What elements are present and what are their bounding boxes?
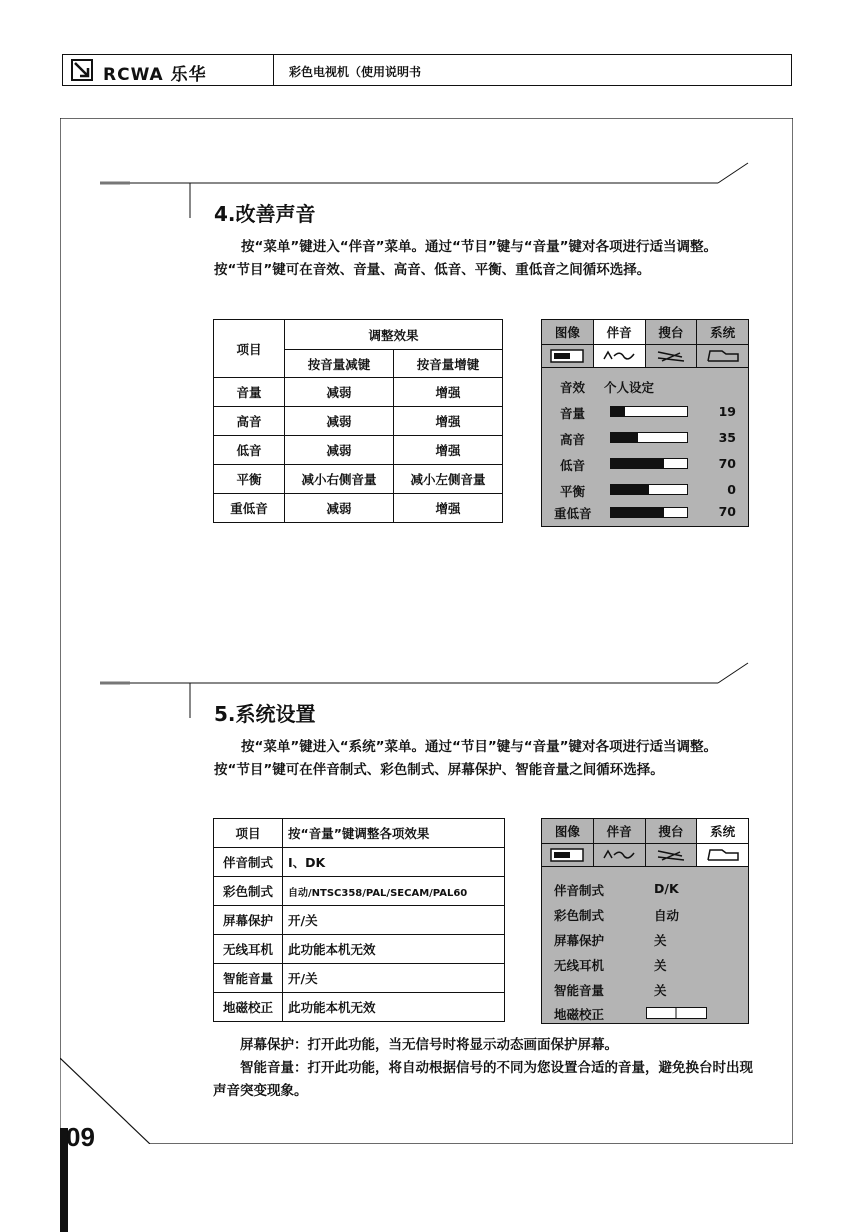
row-item: 地磁校正 [214,993,283,1022]
header-vol-down: 按音量减键 [285,350,394,378]
geomagnetic-slider[interactable] [646,1007,708,1019]
osd-row-value[interactable]: 关 [654,983,667,998]
level-value: 70 [718,504,736,519]
osd-row-value[interactable]: 关 [654,958,667,973]
osd-icons [542,844,748,867]
osd-tabs [542,320,748,345]
row-item: 屏幕保护 [214,906,283,935]
sound-menu-osd [541,319,749,527]
effect-value: 个人设定 [604,380,655,395]
tab-tuning[interactable]: 搜台 [646,320,698,344]
row-dec: 减弱 [285,436,394,465]
brand-name: RCWA 乐华 [103,65,207,85]
table-row [214,906,505,935]
notes [213,1034,753,1103]
table-row [214,378,503,407]
effect-label: 音效 [560,380,586,395]
row-item: 低音 [214,436,285,465]
osd-row-label: 无线耳机 [554,958,605,973]
document-title: 彩色电视机（使用说明书 [289,65,422,79]
osd-row-label: 彩色制式 [554,908,605,923]
section4-divider [100,160,750,220]
row-dec: 减小右侧音量 [285,465,394,494]
tab-sound[interactable]: 伴音 [594,819,646,843]
row-desc: 开/关 [283,906,505,935]
row-item: 智能音量 [214,964,283,993]
header-vol-up: 按音量增键 [394,350,503,378]
tab-tuning[interactable]: 搜台 [646,819,698,843]
note-text: ：打开此功能，将自动根据信号的不同为您设置合适的音量，避免换台时出现声音突变现象。 [213,1060,753,1099]
note-term: 屏幕保护 [240,1037,294,1053]
osd-icons [542,345,748,368]
row-dec: 减弱 [285,407,394,436]
level-bar[interactable] [610,484,688,495]
row-desc: 开/关 [283,964,505,993]
row-desc: 自动/NTSC358/PAL/SECAM/PAL60 [283,877,505,906]
table-row [214,964,505,993]
system-icon[interactable] [697,345,748,367]
note-smart-volume [213,1057,753,1103]
osd-row-label: 高音 [560,432,586,447]
row-item: 音量 [214,378,285,407]
level-bar[interactable] [610,507,688,518]
tab-sound[interactable]: 伴音 [594,320,646,344]
note-text: ：打开此功能，当无信号时将显示动态画面保护屏幕。 [294,1037,618,1053]
osd-tabs [542,819,748,844]
table-row [214,436,503,465]
osd-row-label: 重低音 [554,506,592,521]
table-row [214,848,505,877]
table-row [214,407,503,436]
tuning-icon[interactable] [646,345,698,367]
row-desc: 此功能本机无效 [283,935,505,964]
row-inc: 增强 [394,436,503,465]
row-desc: 此功能本机无效 [283,993,505,1022]
row-item: 伴音制式 [214,848,283,877]
row-desc: I、DK [283,848,505,877]
row-item: 高音 [214,407,285,436]
level-bar[interactable] [610,406,688,417]
table-row [214,993,505,1022]
section4-paragraph: 按“菜单”键进入“伴音”菜单。通过“节目”键与“音量”键对各项进行适当调整。按“节目”键可在音效、音量、高音、低音、平衡、重低音之间循环选择。 [214,239,717,278]
row-inc: 增强 [394,494,503,523]
sound-effect-table [213,319,503,523]
section4-title: 4.改善声音 [214,202,316,226]
page-number: 09 [66,1122,95,1152]
row-item: 平衡 [214,465,285,494]
picture-icon[interactable] [542,345,594,367]
row-item: 重低音 [214,494,285,523]
picture-icon[interactable] [542,844,594,866]
level-bar[interactable] [610,432,688,443]
tuning-icon[interactable] [646,844,698,866]
logo-area [63,55,274,85]
osd-row-label: 屏幕保护 [554,933,605,948]
table-row [214,465,503,494]
level-value: 70 [718,456,736,471]
tab-picture[interactable]: 图像 [542,819,594,843]
osd-row-label: 平衡 [560,484,586,499]
row-item: 无线耳机 [214,935,283,964]
system-menu-osd [541,818,749,1024]
section5-title: 5.系统设置 [214,702,316,726]
row-dec: 减弱 [285,494,394,523]
level-value: 19 [718,404,736,419]
note-screensaver [213,1034,753,1057]
row-inc: 增强 [394,378,503,407]
tab-system[interactable]: 系统 [697,819,748,843]
system-settings-table [213,818,505,1022]
osd-row-value[interactable]: 关 [654,933,667,948]
osd-row-label: 伴音制式 [554,883,605,898]
tab-system[interactable]: 系统 [710,325,736,340]
sound-icon[interactable] [594,844,646,866]
page-header [62,54,792,86]
header-item: 项目 [214,819,283,848]
system-icon[interactable] [697,844,748,866]
sound-icon[interactable] [594,345,646,367]
table-row [214,494,503,523]
row-inc: 增强 [394,407,503,436]
section5-divider [100,660,750,720]
osd-row-label: 智能音量 [554,983,605,998]
table-row [214,935,505,964]
osd-row-value[interactable]: 自动 [654,908,680,923]
level-bar[interactable] [610,458,688,469]
note-term: 智能音量 [240,1060,294,1076]
osd-row-label: 低音 [560,458,586,473]
header-desc: 按“音量”键调整各项效果 [283,819,505,848]
tab-picture[interactable]: 图像 [542,320,594,344]
osd-row-value[interactable]: D/K [654,881,679,896]
brand-logo-icon [71,59,93,81]
table-row [214,877,505,906]
level-value: 35 [718,430,736,445]
row-inc: 减小左侧音量 [394,465,503,494]
level-value: 0 [727,482,736,497]
header-item: 项目 [214,320,285,378]
row-item: 彩色制式 [214,877,283,906]
row-dec: 减弱 [285,378,394,407]
osd-row-label: 音量 [560,406,586,421]
section5-paragraph: 按“菜单”键进入“系统”菜单。通过“节目”键与“音量”键对各项进行适当调整。按“节目”键可在伴音制式、彩色制式、屏幕保护、智能音量之间循环选择。 [214,739,717,778]
header-effect: 调整效果 [285,320,503,350]
osd-row-label: 地磁校正 [554,1007,605,1022]
